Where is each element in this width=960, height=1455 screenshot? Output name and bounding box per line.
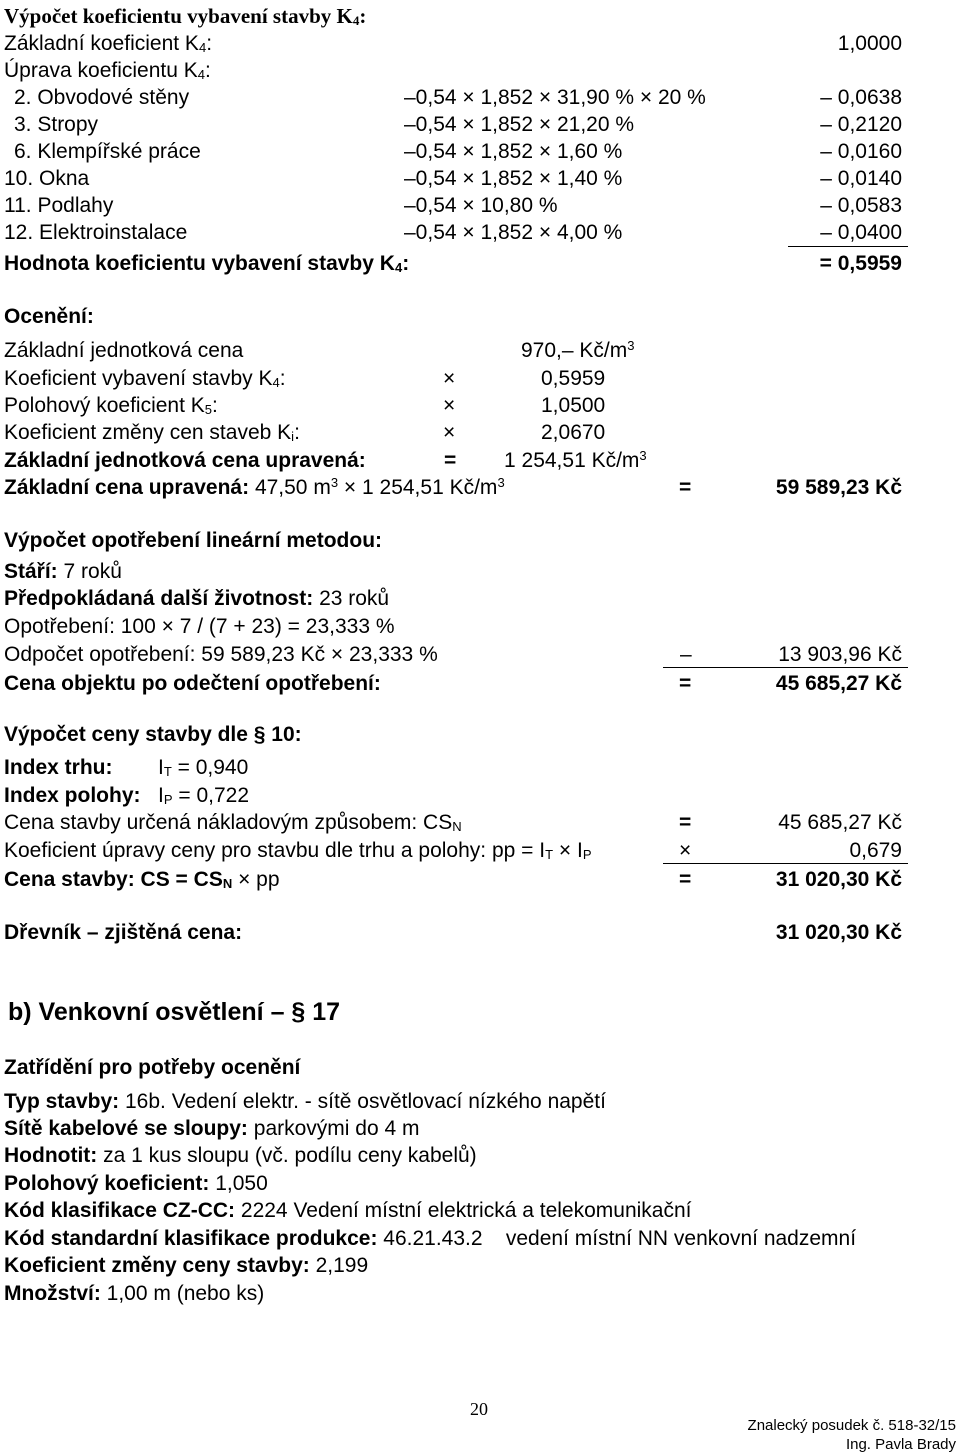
k4-row-formula: –0,54 × 1,852 × 4,00 % (404, 221, 623, 244)
k4-row-value: – 0,0638 (820, 86, 902, 109)
sum-rule (663, 667, 908, 668)
depreciation-title: Výpočet opotřebení lineární metodou: (4, 529, 383, 552)
k4-row-formula: –0,54 × 10,80 % (404, 194, 558, 217)
k4-row-formula: –0,54 × 1,852 × 21,20 % (404, 113, 635, 136)
building-price-label: Cena stavby: CS = $CS_N$ × pp (4, 868, 280, 891)
minus-sign: – (680, 643, 692, 666)
k5-coef-label: Polohový koeficient $K_5$: (4, 394, 218, 417)
section10-title: Výpočet ceny stavby dle § 10: (4, 723, 302, 746)
adjusted-unit-price-value: 1 254,51 $Kč/m^3$ (504, 447, 647, 472)
base-price-label: Základní jednotková cena (4, 339, 244, 362)
k4-row-value: – 0,0583 (820, 194, 902, 217)
k4-base-label: Základní koeficient $K_4$: (4, 32, 213, 55)
index-trhu-label: Index trhu: (4, 756, 113, 779)
k4-row-name: 6. Klempířské práce (14, 140, 201, 163)
k4-row-formula: –0,54 × 1,852 × 1,60 % (404, 140, 623, 163)
adjusted-base-price-value: 59 589,23 Kč (775, 476, 902, 499)
k4-adjust-label: Úprava koeficientu $K_4$: (4, 59, 211, 82)
index-polohy-label: Index polohy: (4, 784, 141, 807)
adjustment-coef-label: Koeficient úpravy ceny pro stavbu dle trhu a polohy: pp = $I_T \times I_P$ (4, 839, 592, 862)
section-heading: b) Venkovní osvětlení – § 17 (8, 998, 341, 1026)
k4-base-value: 1,0000 (837, 32, 902, 55)
classification-field: Množství: 1,00 m (nebo ks) (4, 1282, 265, 1305)
adjusted-base-price: Základní cena upravená: 47,50 $m^3 \times 1$ 254,51 $Kč/m^3$ (4, 474, 505, 499)
equals-sign: = (679, 811, 692, 834)
after-depreciation-label: Cena objektu po odečtení opotřebení: (4, 672, 381, 695)
base-price-value: 970,– $Kč/m^3$ (521, 337, 635, 362)
oceneni-title: Ocenění: (4, 305, 94, 328)
sum-rule (788, 246, 908, 247)
building-price-value: 31 020,30 Kč (775, 868, 902, 891)
drevnik-price-value: 31 020,30 Kč (775, 921, 902, 944)
author: Ing. Pavla Brady (845, 1436, 956, 1453)
ki-coef-label: Koeficient změny cen staveb $K_i$: (4, 421, 300, 444)
k4-coef-label: Koeficient vybavení stavby $K_4$: (4, 367, 286, 390)
multiply-sign: × (443, 367, 456, 390)
classification-field: Kód klasifikace CZ-CC: 2224 Vedení místní elektrická a telekomunikační (4, 1199, 692, 1222)
classification-field: Typ stavby: 16b. Vedení elektr. - sítě osvětlovací nízkého napětí (4, 1090, 606, 1113)
drevnik-price-label: Dřevník – zjištěná cena: (4, 921, 243, 944)
k5-coef-value: 1,0500 (541, 394, 606, 417)
multiply-sign: × (679, 839, 692, 862)
equals-sign: = (679, 672, 692, 695)
k4-result-label: Hodnota koeficientu vybavení stavby $K_4$: (4, 252, 410, 275)
after-depreciation-value: 45 685,27 Kč (775, 672, 902, 695)
k4-row-formula: –0,54 × 1,852 × 1,40 % (404, 167, 623, 190)
k4-row-value: – 0,0160 (820, 140, 902, 163)
k4-result-value: = 0,5959 (819, 252, 902, 275)
cost-method-price-value: 45 685,27 Kč (778, 811, 902, 834)
classification-field: Sítě kabelové se sloupy: parkovými do 4 m (4, 1117, 420, 1140)
ki-coef-value: 2,0670 (541, 421, 606, 444)
k4-section-title: Výpočet koeficientu vybavení stavby $K_4$: (4, 4, 367, 28)
classification-field: Koeficient změny ceny stavby: 2,199 (4, 1254, 369, 1277)
remaining-life-line: Předpokládaná další životnost: 23 roků (4, 587, 390, 610)
adjusted-unit-price-label: Základní jednotková cena upravená: (4, 449, 366, 472)
equals-sign: = (679, 476, 692, 499)
classification-field: Hodnotit: za 1 kus sloupu (vč. podílu ceny kabelů) (4, 1144, 477, 1167)
k4-coef-value: 0,5959 (541, 367, 606, 390)
deduction-label: Odpočet opotřebení: 59 589,23 Kč × 23,333 % (4, 643, 438, 666)
wear-formula: Opotřebení: 100 × 7 / (7 + 23) = 23,333 % (4, 615, 395, 638)
k4-row-formula: –0,54 × 1,852 × 31,90 % × 20 % (404, 86, 706, 109)
k4-row-name: 2. Obvodové stěny (14, 86, 190, 109)
adjustment-coef-value: 0,679 (849, 839, 902, 862)
document-reference: Znalecký posudek č. 518-32/15 (747, 1417, 956, 1434)
index-trhu-value: $I_T = 0,940$ (158, 756, 249, 779)
index-polohy-value: $I_P = 0,722$ (158, 784, 250, 807)
page-number: 20 (470, 1399, 488, 1419)
k4-row-name: 12. Elektroinstalace (4, 221, 188, 244)
equals-sign: = (444, 449, 457, 472)
k4-row-name: 10. Okna (4, 167, 90, 190)
multiply-sign: × (443, 394, 456, 417)
classification-field: Kód standardní klasifikace produkce: 46.21.43.2 vedení místní NN venkovní nadzemní (4, 1227, 857, 1250)
cost-method-price-label: Cena stavby určená nákladovým způsobem: $CS_N$ (4, 811, 462, 834)
classification-field: Polohový koeficient: 1,050 (4, 1172, 268, 1195)
section-subheading: Zatřídění pro potřeby ocenění (4, 1056, 301, 1079)
equals-sign: = (679, 868, 692, 891)
multiply-sign: × (443, 421, 456, 444)
k4-row-name: 3. Stropy (14, 113, 99, 136)
k4-row-value: – 0,2120 (820, 113, 902, 136)
k4-row-value: – 0,0400 (820, 221, 902, 244)
k4-row-name: 11. Podlahy (4, 194, 114, 217)
deduction-value: 13 903,96 Kč (778, 643, 902, 666)
age-line: Stáří: 7 roků (4, 560, 122, 583)
sum-rule (663, 863, 908, 864)
k4-row-value: – 0,0140 (820, 167, 902, 190)
